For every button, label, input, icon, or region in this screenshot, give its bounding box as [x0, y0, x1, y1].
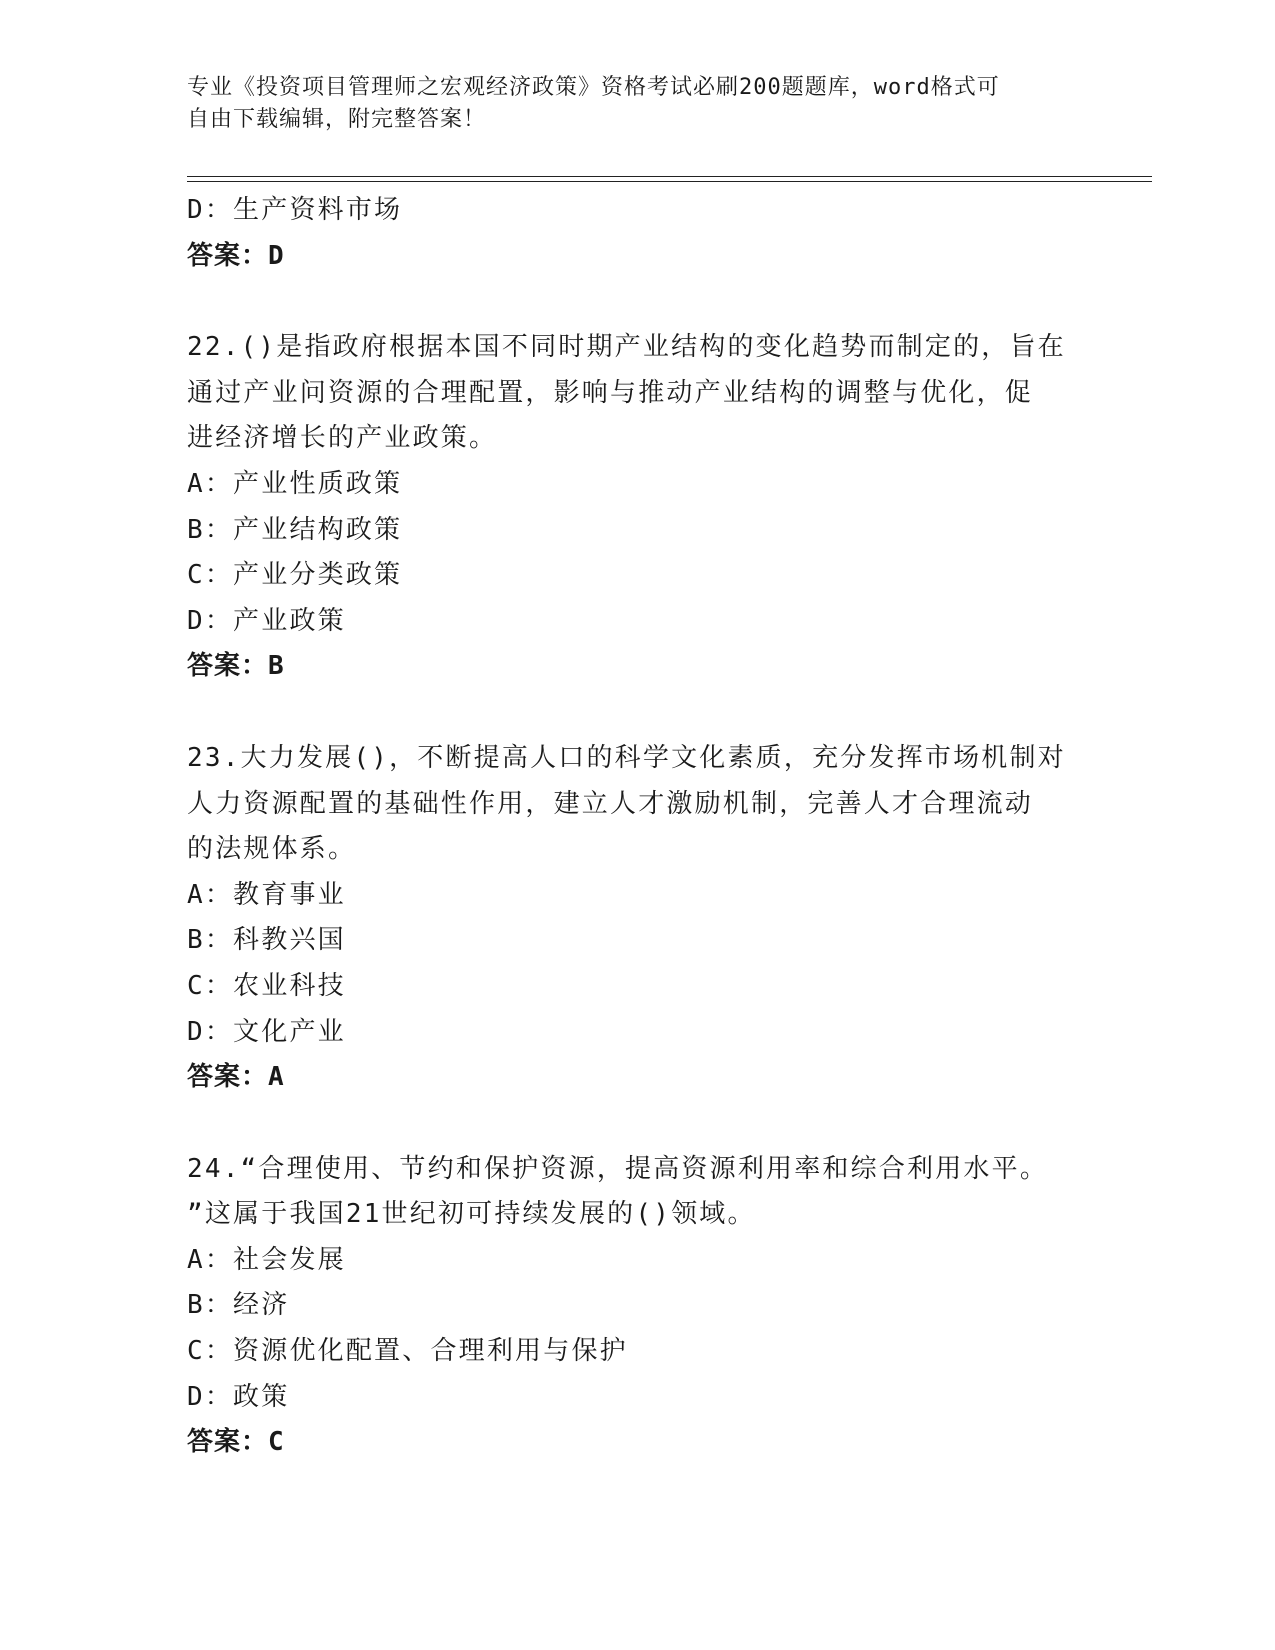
option-d: D：政策	[187, 1381, 290, 1412]
header-line-1: 专业《投资项目管理师之宏观经济政策》资格考试必刷200题题库，word格式可	[187, 75, 1000, 100]
prev-option-d: D：生产资料市场	[187, 195, 403, 225]
option-a: A：社会发展	[187, 1244, 346, 1275]
answer: 答案：C	[187, 1427, 285, 1458]
header-line-2: 自由下载编辑，附完整答案！	[187, 107, 487, 132]
option-c: C：资源优化配置、合理利用与保护	[187, 1336, 628, 1367]
question-text-line: 22.()是指政府根据本国不同时期产业结构的变化趋势而制定的，旨在	[187, 332, 1066, 363]
spacer	[187, 690, 1087, 736]
question-24	[187, 1147, 1087, 1466]
answer: 答案：B	[187, 651, 285, 682]
option-d: D：产业政策	[187, 605, 346, 636]
option-c: C：农业科技	[187, 970, 346, 1001]
question-text-line: 人力资源配置的基础性作用，建立人才激励机制，完善人才合理流动	[187, 788, 1034, 819]
question-23	[187, 736, 1087, 1101]
option-c: C：产业分类政策	[187, 560, 403, 591]
question-text-line: 通过产业问资源的合理配置，影响与推动产业结构的调整与优化，促	[187, 377, 1034, 408]
question-text-line: ”这属于我国21世纪初可持续发展的()领域。	[187, 1199, 756, 1230]
header-rule-bottom	[187, 181, 1152, 182]
question-text-line: 的法规体系。	[187, 834, 357, 865]
answer: 答案：A	[187, 1062, 285, 1093]
question-text-line: 进经济增长的产业政策。	[187, 423, 498, 454]
option-a: A：教育事业	[187, 879, 346, 910]
prev-answer: 答案：D	[187, 240, 285, 271]
question-text-line: 24.“合理使用、节约和保护资源，提高资源利用率和综合利用水平。	[187, 1153, 1049, 1184]
option-b: B：经济	[187, 1290, 290, 1321]
document-body	[187, 188, 1087, 1466]
option-b: B：产业结构政策	[187, 514, 403, 545]
option-a: A：产业性质政策	[187, 468, 403, 499]
question-22	[187, 325, 1087, 690]
header-rule-top	[187, 176, 1152, 177]
document-header	[187, 72, 1067, 136]
question-text-line: 23.大力发展()，不断提高人口的科学文化素质，充分发挥市场机制对	[187, 742, 1066, 773]
spacer	[187, 279, 1087, 325]
option-b: B：科教兴国	[187, 925, 346, 956]
option-d: D：文化产业	[187, 1016, 346, 1047]
spacer	[187, 1101, 1087, 1147]
